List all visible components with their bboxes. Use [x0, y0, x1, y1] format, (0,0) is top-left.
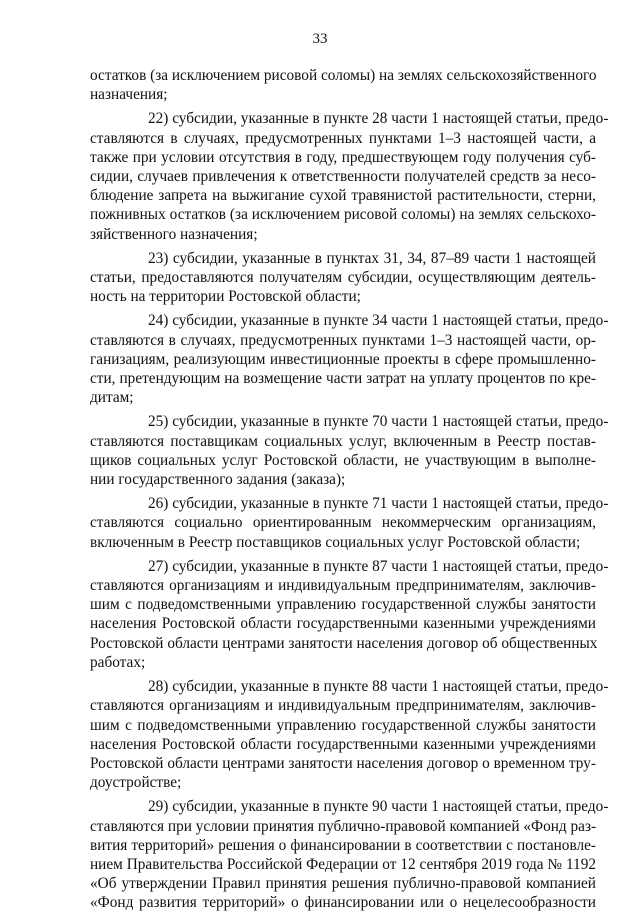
text-line: назначения;	[90, 86, 168, 104]
paragraph-p0	[90, 66, 596, 104]
text-line: ставляются организациям и индивидуальным предпринимателям, заключив-	[90, 697, 596, 715]
text-line: 23) субсидии, указанные в пунктах 31, 34, 87–89 части 1 настоящей	[148, 249, 596, 267]
text-line: «Фонд развития территорий» о финансировании или о нецелесообразности	[90, 894, 596, 912]
text-line: нием Правительства Российской Федерации от 12 сентября 2019 года № 1192	[90, 855, 596, 873]
paragraph-p24	[90, 311, 609, 407]
text-line: ставляются организациям и индивидуальным предпринимателям, заключив-	[90, 577, 596, 595]
text-line: 27) субсидии, указанные в пункте 87 части 1 настоящей статьи, предо-	[148, 557, 609, 575]
page-number: 33	[312, 31, 328, 47]
paragraph-p28	[90, 677, 609, 792]
text-line: шим с подведомственными управлению государственной службы занятости	[90, 596, 596, 614]
text-line: щиков социальных услуг Ростовской области, не участвующим в выполне-	[90, 451, 596, 469]
text-line: блюдение запрета на выжигание сухой травянистой растительности, стерни,	[90, 187, 596, 205]
text-line: включенным в Реестр поставщиков социальных услуг Ростовской области;	[90, 533, 581, 551]
text-line: 26) субсидии, указанные в пункте 71 части 1 настоящей статьи, предо-	[148, 495, 609, 513]
paragraph-p27	[90, 557, 609, 672]
text-line: населения Ростовской области государственными казенными учреждениями	[90, 615, 596, 633]
text-line: дитам;	[90, 389, 134, 407]
text-line: также при условии отсутствия в году, предшествующем году получения суб-	[90, 148, 596, 166]
text-line: ность на территории Ростовской области;	[90, 288, 361, 306]
text-line: нии государственного задания (заказа);	[90, 471, 346, 489]
text-line: 22) субсидии, указанные в пункте 28 части 1 настоящей статьи, предо-	[148, 110, 609, 128]
text-line: зяйственного назначения;	[90, 225, 258, 243]
text-line: 24) субсидии, указанные в пункте 34 части 1 настоящей статьи, предо-	[148, 312, 609, 330]
text-line: шим с подведомственными управлению государственной службы занятости	[90, 716, 596, 734]
paragraph-p25	[90, 412, 609, 489]
text-line: ставляются поставщикам социальных услуг, включенным в Реестр постав-	[90, 432, 596, 450]
text-line: Ростовской области центрами занятости населения договор об общественных	[90, 634, 598, 652]
text-line: 28) субсидии, указанные в пункте 88 части 1 настоящей статьи, предо-	[148, 678, 609, 696]
text-line: населения Ростовской области государственными казенными учреждениями	[90, 735, 596, 753]
paragraph-p29	[90, 797, 609, 912]
text-line: «Об утверждении Правил принятия решения публично-правовой компанией	[90, 875, 596, 893]
text-line: ставляются в случаях, предусмотренных пунктами 1–3 настоящей части, ор-	[90, 331, 596, 349]
text-line: ставляются при условии принятия публично-правовой компанией «Фонд раз-	[90, 817, 597, 835]
text-line: 29) субсидии, указанные в пункте 90 части 1 настоящей статьи, предо-	[148, 798, 609, 816]
text-line: пожнивных остатков (за исключением рисовой соломы) на землях сельскохо-	[90, 206, 596, 224]
text-line: вития территорий» решения о финансировании в соответствии с постановле-	[90, 836, 596, 854]
text-line: статьи, предоставляются получателям субсидии, осуществляющим деятель-	[90, 269, 596, 287]
text-line: ставляются социально ориентированным некоммерческим организациям,	[90, 514, 596, 532]
paragraph-p22	[90, 109, 609, 243]
text-line: работах;	[90, 653, 146, 671]
text-line: Ростовской области центрами занятости населения договор о временном тру-	[90, 754, 596, 772]
text-line: 25) субсидии, указанные в пункте 70 части 1 настоящей статьи, предо-	[148, 413, 609, 431]
text-line: остатков (за исключением рисовой соломы) на землях сельскохозяйственного	[90, 67, 597, 84]
text-line: ставляются в случаях, предусмотренных пунктами 1–3 настоящей части, а	[90, 129, 596, 147]
document-body	[90, 66, 609, 918]
text-line: ганизациям, реализующим инвестиционные проекты в сфере промышленно-	[90, 350, 596, 368]
text-line: доустройстве;	[90, 774, 182, 792]
text-line: сидии, случаев привлечения к ответственности получателей средств за несо-	[90, 168, 596, 186]
text-line: сти, претендующим на возмещение части затрат на уплату процентов по кре-	[90, 370, 596, 388]
paragraph-p23	[90, 249, 596, 307]
paragraph-p26	[90, 494, 609, 552]
